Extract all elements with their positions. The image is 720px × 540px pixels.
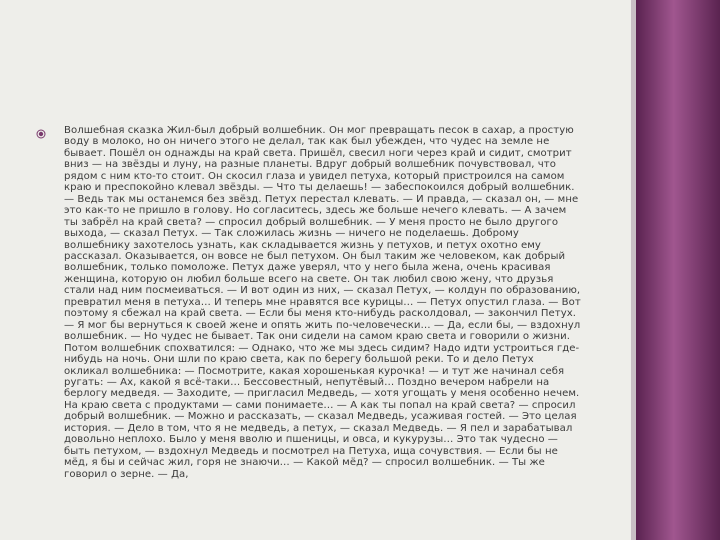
story-paragraph: Волшебная сказка Жил-был добрый волшебник. Он мог превращать песок в сахар, а простую воду в молоко, но он ничего этого не делал, так как был убежден, что чудес на земле не бывает. Пошёл он однажды на край света. Пришёл, свесил ноги через край и сидит, смотрит вниз — на звёзды и луну, на разные планеты. Вдруг добрый волшебник почувствовал, что рядом с ним кто-то стоит. Он скосил глаза и увидел петуха, который пристроился на самом краю и преспокойно клевал звёзды. — Что ты делаешь! — забеспокоился добрый волшебник. — Ведь так мы останемся без звёзд. Петух перестал клевать. — И правда, — сказал он, — мне это как-то не пришло в голову. Но согласитесь, здесь же больше нечего клевать. — А зачем ты забрёл на край света? — спросил добрый волшебник. — У меня просто не было другого выхода, — сказал Петух. — Так сложилась жизнь — ничего не поделаешь. Доброму волшебнику захотелось узнать, как складывается жизнь у петухов, и петух охотно ему рассказал. Оказывается, он вовсе не был петухом. Он был таким же человеком, как добрый волшебник, только помоложе. Петух даже уверял, что у него была жена, очень красивая женщина, которую он любил больше всего на свете. Он так любил свою жену, что друзья стали над ним посмеиваться. — И вот один из них, — сказал Петух, — колдун по образованию, превратил меня в петуха… И теперь мне нравятся все курицы… — Петух опустил глаза. — Вот поэтому я сбежал на край света. — Если бы меня кто-нибудь расколдовал, — закончил Петух. — Я мог бы вернуться к своей жене и опять жить по-человечески… — Да, если бы, — вздохнул волшебник. — Но чудес не бывает. Так они сидели на самом краю света и говорили о жизни. Потом волшебник спохватился: — Однако, что же мы здесь сидим? Надо идти устроиться где- нибудь на ночь. Они шли по краю света, как по берегу большой реки. То и дело Петух окликал волшебника: — Посмотрите, какая хорошенькая курочка! — и тут же начинал себя ругать: — Ах, какой я всё-таки… Бессовестный, непутёвый… Поздно вечером набрели на берлогу медведя. — Заходите, — пригласил Медведь, — хотя угощать у меня особенно нечем. На краю света с продуктами — сами понимаете… — А как ты попал на край света? — спросил добрый волшебник. — Можно и рассказать, — сказал Медведь, усаживая гостей. — Это целая история. — Дело в том, что я не медведь, а петух, — сказал Медведь. — Я пел и зарабатывал довольно неплохо. Было у меня вволю и пшеницы, и овса, и кукурузы… Это так чудесно — быть петухом, — вздохнул Медведь и посмотрел на Петуха, ища сочувствия. — Если бы не мёд, я бы и сейчас жил, горя не знаючи… — Какой мёд? — спросил волшебник. — Ты же говорил о зерне. — Да, bbox=[64, 125, 581, 480]
side-decorative-panel bbox=[636, 0, 720, 540]
bullet-icon bbox=[36, 129, 46, 139]
